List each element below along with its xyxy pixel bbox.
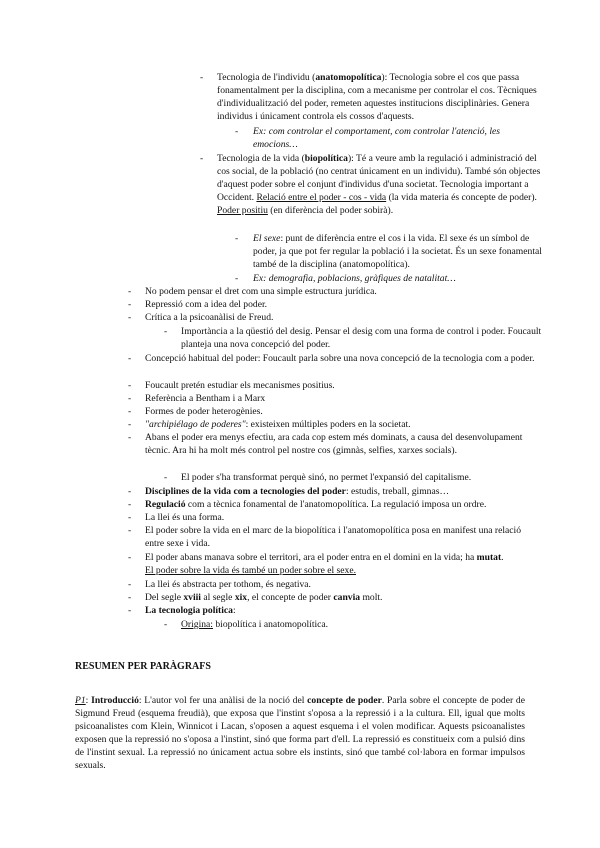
dash-bullet: -: [128, 552, 132, 563]
list-item: - Abans el poder era menys efectiu, ara cada cop estem més dominats, a causa del desenvolupament tècnic. Ara hi ha molt més control pel nostre cos (gimnàs, selfies, xarxes socials).: [128, 432, 523, 457]
list-item: - Regulació com a tècnica fonamental de l'anatomopolítica. La regulació imposa un ordre.: [128, 499, 487, 510]
list-item: - Concepció habitual del poder: Foucault parla sobre una nova concepció de la tecnologia com a poder.: [128, 353, 535, 364]
dash-bullet: -: [128, 525, 132, 536]
dash-bullet: -: [128, 312, 132, 323]
dash-bullet: -: [128, 432, 132, 443]
list-item-sub: - El poder s'ha transformat perquè sinó, no permet l'expansió del capitalisme.: [164, 472, 472, 483]
dash-bullet: -: [128, 380, 132, 391]
dash-bullet: -: [128, 592, 132, 603]
list-item: - Crítica a la psicoanàlisi de Freud.: [128, 312, 274, 323]
dash-bullet: -: [128, 286, 132, 297]
dash-bullet: -: [128, 605, 132, 616]
dash-bullet: -: [128, 419, 132, 430]
dash-bullet: -: [128, 512, 132, 523]
list-item: - La llei és abstracta per tothom, és negativa.: [128, 579, 311, 590]
dash-bullet: -: [164, 326, 168, 337]
list-item-sexe-example: - Ex: demografia, poblacions, gràfiques de natalitat…: [235, 273, 456, 284]
dash-bullet: -: [235, 126, 239, 137]
dash-bullet: -: [128, 499, 132, 510]
list-item: - Foucault pretén estudiar els mecanismes positius.: [128, 380, 335, 391]
paragraph-label: P1: [75, 694, 86, 706]
list-item-biopolitica: - Tecnologia de la vida (biopolítica): Té a veure amb la regulació i administració del cos social, de la població (no centrat únicament en un individu). També són objectes d'aquest poder sobre el conjunt d'individus d'una societat. Tecnologia important a Occident. Relació entre el poder - cos - vida (la vida materia és concepte de poder). Poder positiu (en diferència del poder sobirà).: [200, 153, 541, 217]
list-item: - Referència a Bentham i a Marx: [128, 393, 266, 404]
dash-bullet: -: [128, 393, 132, 404]
dash-bullet: -: [128, 353, 132, 364]
section-heading: RESUMEN PER PARÀGRAFS: [75, 661, 211, 672]
dash-bullet: -: [200, 72, 204, 83]
dash-bullet: -: [235, 233, 239, 244]
list-item: - La llei és una forma.: [128, 512, 225, 523]
list-item: - "archipiélago de poderes": existeixen múltiples poders en la societat.: [128, 419, 411, 430]
list-item-anatomopolitica-example: - Ex: com controlar el comportament, com controlar l'atenció, les emocions…: [235, 126, 500, 151]
dash-bullet: -: [164, 619, 168, 630]
list-item-sexe: - El sexe: punt de diferència entre el cos i la vida. El sexe és un símbol de poder, ja que pot fer regular la població i la societat. És un sexe fonamental també de la disciplina (anatomopolítica).: [235, 233, 542, 271]
list-item: - Disciplines de la vida com a tecnologies del poder: estudis, treball, gimnas…: [128, 486, 450, 497]
list-item: - El poder abans manava sobre el territori, ara el poder entra en el domini en la vida; ha mutat. El poder sobre la vida és també un poder sobre el sexe.: [128, 552, 504, 577]
list-item-sub: - Importància a la qüestió del desig. Pensar el desig com una forma de control i poder. Foucault planteja una nova concepció del poder.: [164, 326, 542, 351]
list-item-anatomopolitica: - Tecnologia de l'individu (anatomopolítica): Tecnologia sobre el cos que passa fonamentalment per la disciplina, com a mecanisme per controlar el cos. Tècniques d'individualització del poder, remeten aquestes institucions disciplinàries. Genera individus i únicament controla els cossos d'aquests.: [200, 72, 537, 123]
list-item: - El poder sobre la vida en el marc de la biopolítica i l'anatomopolítica posa en manifest una relació entre sexe i vida.: [128, 525, 522, 550]
list-item-sub: - Origina: biopolítica i anatomopolítica.: [164, 619, 329, 630]
list-item: - No podem pensar el dret com una simple estructura jurídica.: [128, 286, 377, 297]
dash-bullet: -: [128, 299, 132, 310]
dash-bullet: -: [200, 153, 204, 164]
paragraph-title: Introducció: [91, 694, 139, 706]
dash-bullet: -: [128, 406, 132, 417]
summary-paragraph: P1: Introducció: L'autor vol fer una anàlisi de la noció del concepte de poder. Parla sobre el concepte de poder de Sigmund Freud (esquema freudià), que exposa que l'instint s'oposa a la repressió i a la cultura. Ell, igual que molts psicoanalistes com Klein, Winnicot i Lacan, s'oposen a aquest esquema i el volen modificar. Aquests psicoanalistes exposen que la repressió no s'oposa a l'instint, sinó que forma part d'ell. La repressió es constitueix com a pulsió dins de l'instint sexual. La repressió no únicament actua sobre els instints, sinó que també col·labora en formar impulsos sexuals.: [75, 694, 525, 772]
list-item: - La tecnologia política:: [128, 605, 236, 616]
dash-bullet: -: [164, 472, 168, 483]
dash-bullet: -: [128, 579, 132, 590]
list-item: - Formes de poder heterogènies.: [128, 406, 263, 417]
dash-bullet: -: [128, 486, 132, 497]
dash-bullet: -: [235, 273, 239, 284]
list-item: - Repressió com a idea del poder.: [128, 299, 268, 310]
list-item: - Del segle xviii al segle xix, el concepte de poder canvia molt.: [128, 592, 383, 603]
